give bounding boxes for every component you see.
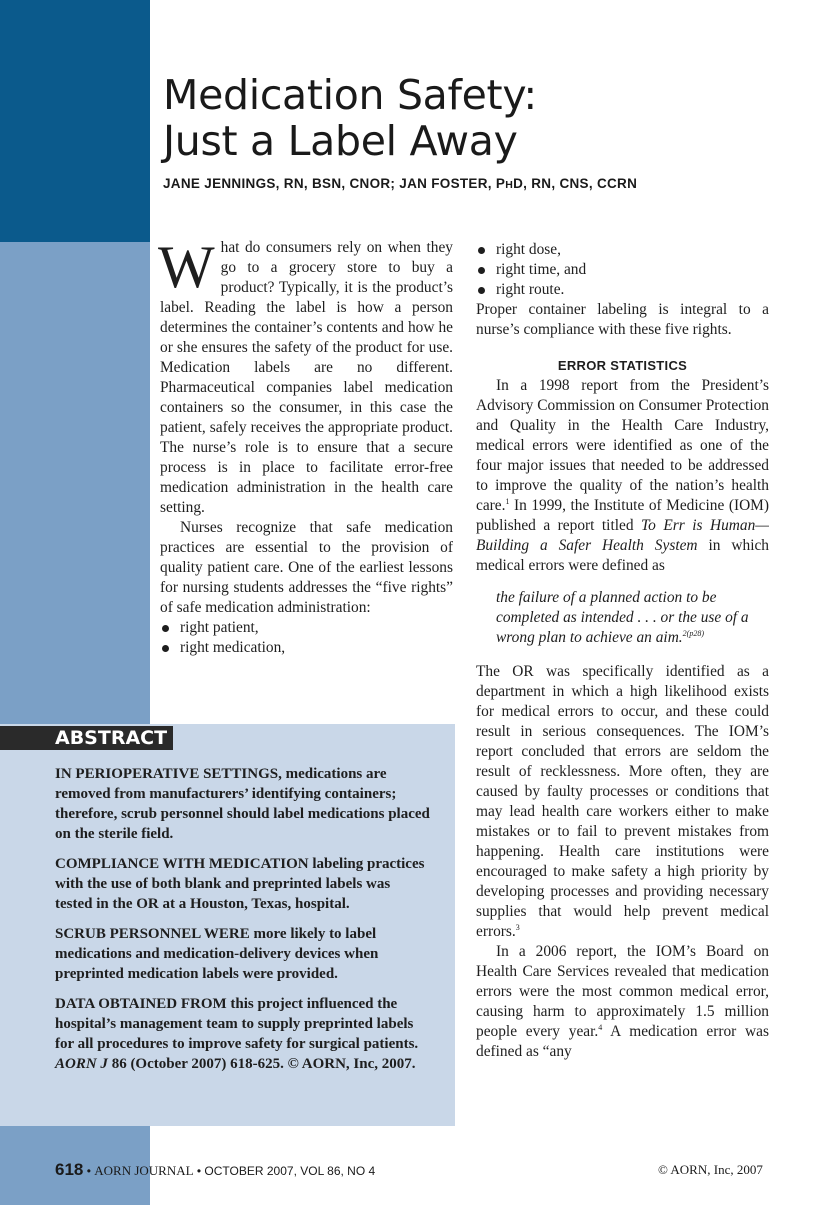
body-column-1	[158, 234, 453, 658]
five-rights-list-continued	[476, 240, 769, 300]
text: 86 (October 2007) 618-625. © AORN, Inc, 2007.	[107, 1056, 416, 1072]
paragraph	[476, 942, 769, 1062]
authors-phd-small: H	[505, 179, 514, 191]
author-byline	[163, 176, 637, 191]
section-heading: ERROR STATISTICS	[557, 358, 688, 373]
decorative-band-dark	[0, 0, 150, 242]
report-title: To Err is Human—Building a Safer Health System	[476, 517, 769, 554]
list-item: right patient,	[160, 618, 453, 638]
text: A medication error was defined as “any	[476, 1023, 769, 1060]
intro-text: hat do consumers rely on when they go to a grocery store to buy a product? Typically, it is the product’s label. Reading the label is how a person determines the container’s contents and how he or she ensures the safety of the product for use. Medication labels are no different. Pharmaceutical companies label medication containers so the consumer, in this case the patient, safely receives the appropriate product. The nurse’s role is to ensure that a secure process is in place to facilitate error-free medication administration in the health care setting.	[160, 239, 453, 516]
journal-name: AORN J	[55, 1056, 108, 1072]
reference-superscript: 2(p28)	[682, 628, 704, 638]
reference-superscript: 3	[515, 922, 520, 932]
paragraph	[476, 662, 769, 942]
text: The OR was specifically identified as a department in which a high likelihood exists for medical errors to occur, and these could result in serious consequences. The IOM’s report concluded that errors are seldom the result of recklessness. More often, they are caused by faulty processes or conditions that may lead health care workers either to make mistakes or to fail to prevent mistakes from happening. Health care institutions were encouraged to make safety a high priority by developing processes and providing necessary supplies that would help prevent medical errors.	[476, 663, 769, 940]
footer-copyright: © AORN, Inc, 2007	[658, 1162, 763, 1177]
journal-name: AORN JOURNAL	[94, 1163, 194, 1178]
reference-superscript: 4	[598, 1022, 603, 1032]
title-line-2: Just a Label Away	[163, 117, 518, 165]
body-column-2	[476, 240, 769, 1062]
list-item: right route.	[476, 280, 769, 300]
abstract-paragraph: COMPLIANCE WITH MEDICATION labeling practices with the use of both blank and preprinted labels was tested in the OR at a Houston, Texas, hospital.	[55, 856, 425, 912]
page-number: 618	[55, 1160, 84, 1179]
intro-paragraph	[158, 234, 453, 518]
paragraph: Proper container labeling is integral to a nurse’s compliance with these five rights.	[476, 301, 769, 338]
title-line-1: Medication Safety:	[163, 71, 537, 119]
quote-text: the failure of a planned action to be completed as intended . . . or the use of a wrong plan to achieve an aim.	[496, 589, 749, 646]
abstract-label: ABSTRACT	[0, 726, 173, 750]
abstract-paragraph: SCRUB PERSONNEL WERE more likely to label medications and medication-delivery devices when preprinted medication labels were provided.	[55, 926, 379, 982]
paragraph	[476, 376, 769, 576]
separator: •	[83, 1164, 95, 1178]
issue-info: • OCTOBER 2007, VOL 86, NO 4	[193, 1164, 376, 1178]
list-item: right medication,	[160, 638, 453, 658]
paragraph: Nurses recognize that safe medication practices are essential to the provision of quality patient care. One of the earliest lessons for nursing students addresses the “five rights” of safe medication administration:	[160, 519, 453, 616]
reference-superscript: 1	[505, 496, 510, 506]
page-footer	[55, 1160, 375, 1180]
text: DATA OBTAINED FROM this project influenced the hospital’s management team to supply preprinted labels for all procedures to improve safety for surgical patients.	[55, 996, 419, 1052]
list-item: right time, and	[476, 260, 769, 280]
list-item: right dose,	[476, 240, 769, 260]
authors-part-1: JANE JENNINGS, RN, BSN, CNOR; JAN FOSTER, P	[163, 176, 506, 191]
authors-part-2: D, RN, CNS, CCRN	[513, 176, 638, 191]
text: In a 2006 report, the IOM’s Board on Health Care Services revealed that medication errors were the most common medical error, causing harm to approximately 1.5 million people every year.	[476, 943, 769, 1040]
five-rights-list	[160, 618, 453, 658]
text: In 1999, the Institute of Medicine (IOM) published a report titled	[476, 497, 769, 534]
text: In a 1998 report from the President’s Advisory Commission on Consumer Protection and Quality in the Health Care Industry, medical errors were identified as one of the four major issues that needed to be addressed to improve the quality of the nation’s health care.	[476, 377, 769, 514]
abstract-text	[55, 764, 430, 1084]
abstract-paragraph	[55, 994, 430, 1074]
article-title	[163, 72, 537, 164]
text: in which medical errors were defined as	[476, 537, 769, 574]
drop-cap: W	[158, 234, 215, 300]
abstract-paragraph: IN PERIOPERATIVE SETTINGS, medications are removed from manufacturers’ identifying containers; therefore, scrub personnel should label medications placed on the sterile field.	[55, 766, 430, 842]
block-quote	[496, 588, 769, 648]
